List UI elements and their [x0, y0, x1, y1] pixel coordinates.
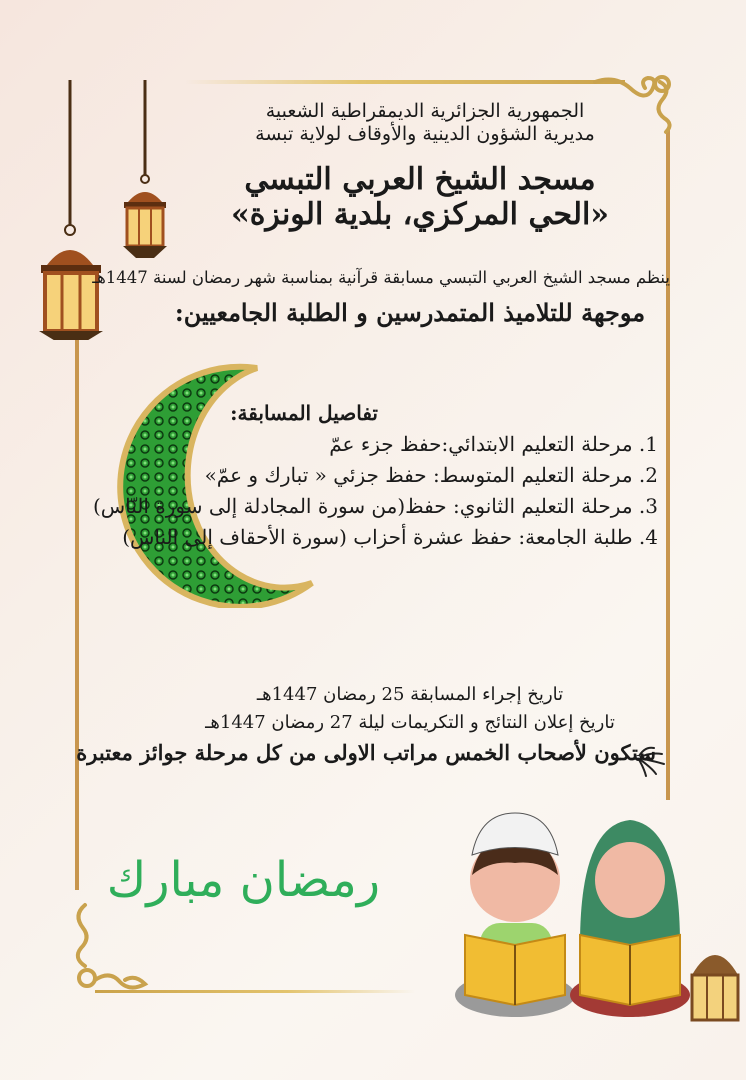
- results-date: تاريخ إعلان النتائج و التكريمات ليلة 27 رمضان 1447هـ: [205, 712, 615, 733]
- details-item-primary: 1. مرحلة التعليم الابتدائي:حفظ جزء عمّ: [329, 432, 658, 456]
- frame-top-border: [185, 80, 625, 84]
- mosque-location-title: «الحي المركزي، بلدية الونزة»: [230, 197, 610, 232]
- details-item-middle: 2. مرحلة التعليم المتوسط: حفظ جزئي « تبارك و عمّ»: [204, 463, 658, 487]
- target-audience: موجهة للتلاميذ المتمدرسين و الطلبة الجامعيين:: [174, 298, 646, 327]
- hanging-lantern-large-icon: [35, 80, 107, 340]
- details-title: تفاصيل المسابقة:: [230, 401, 378, 425]
- details-item-university: 4. طلبة الجامعة: حفظ عشرة أحزاب (سورة الأحقاف إلى الناس): [122, 525, 658, 549]
- ramadan-greeting: رمضان مبارك: [106, 852, 380, 908]
- intro-text: ينظم مسجد الشيخ العربي التبسي مسابقة قرآنية بمناسبة شهر رمضان لسنة 1447هـ: [92, 268, 670, 287]
- children-reading-quran-illustration-icon: [440, 805, 740, 1030]
- details-item-secondary: 3. مرحلة التعليم الثانوي: حفظ(من سورة المجادلة إلى سورة النّاس): [92, 494, 658, 518]
- details-list: [93, 429, 658, 553]
- directorate-name: مديرية الشؤون الدينية والأوقاف لولاية تبسة: [255, 123, 595, 145]
- prizes-text: ستكون لأصحاب الخمس مراتب الاولى من كل مرحلة جوائز معتبرة: [76, 740, 656, 765]
- mosque-name-title: مسجد الشيخ العربي التبسي: [244, 162, 596, 197]
- republic-name: الجمهورية الجزائرية الديمقراطية الشعبية: [265, 100, 585, 122]
- corner-ornament-bottom-left-icon: [65, 900, 175, 995]
- competition-details: [93, 398, 658, 553]
- competition-date: تاريخ إجراء المسابقة 25 رمضان 1447هـ: [256, 684, 564, 705]
- frame-left-border: [75, 330, 79, 890]
